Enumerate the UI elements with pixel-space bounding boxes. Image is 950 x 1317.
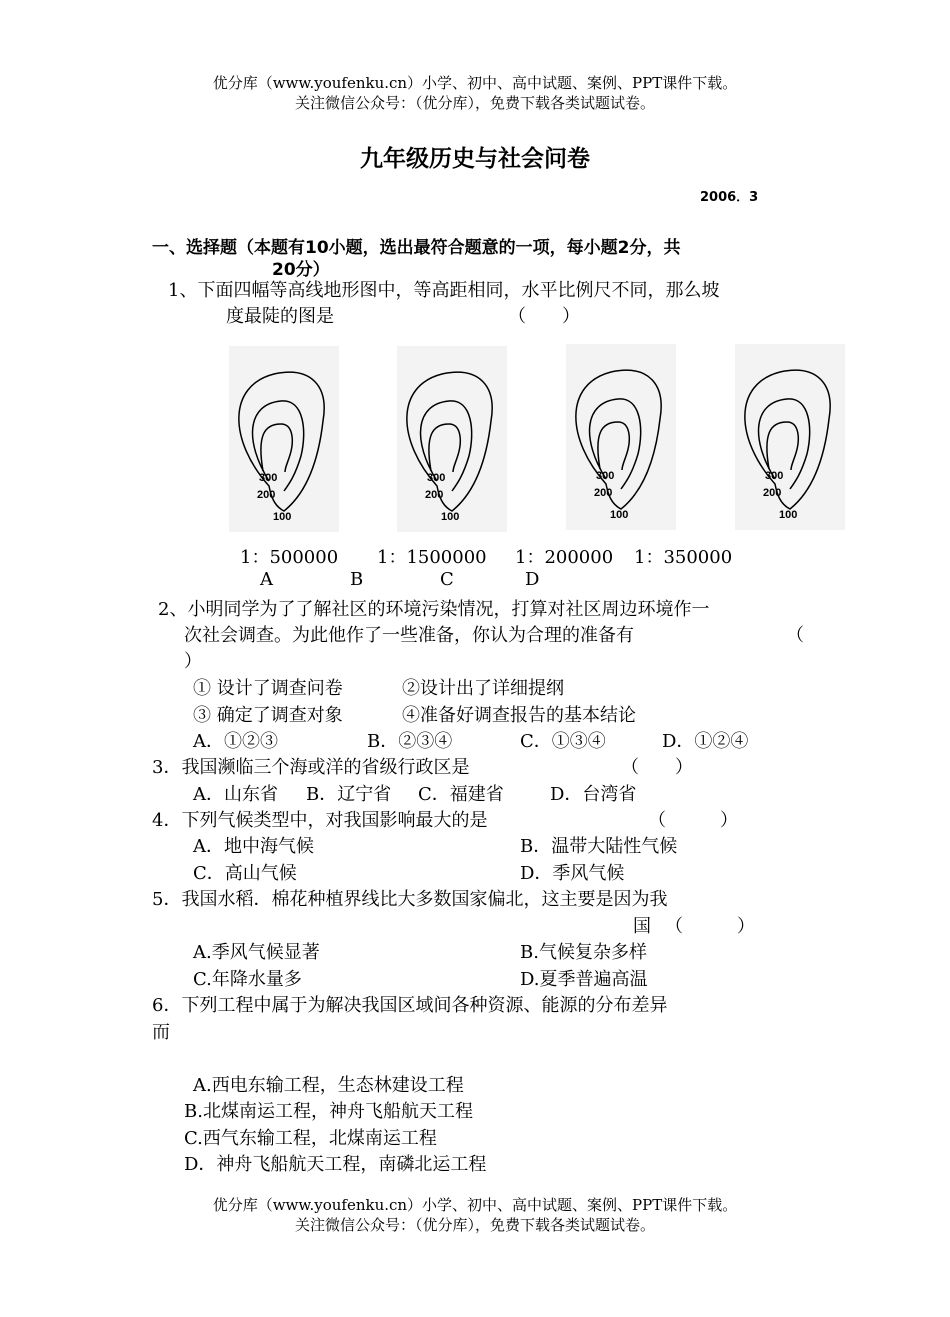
q5-option-c: C.年降水量多	[193, 969, 302, 990]
footer-line-2: 关注微信公众号：（优分库），免费下载各类试题试卷。	[294, 1216, 655, 1234]
q6-stem: 6．下列工程中属于为解决我国区域间各种资源、能源的分布差异	[152, 995, 668, 1016]
contour-label-100: 100	[441, 511, 460, 523]
q5-option-d: D.夏季普遍高温	[520, 969, 648, 990]
contour-map-d	[735, 344, 845, 530]
page-title: 九年级历史与社会问卷	[360, 146, 590, 172]
q5-answer-paren: （ ）	[665, 916, 755, 937]
q1-stem-line-1: 1、下面四幅等高线地形图中，等高距相同，水平比例尺不同，那么坡	[168, 280, 720, 301]
contour-label-300: 300	[596, 470, 615, 482]
contour-map-b	[397, 346, 507, 532]
contour-label-100: 100	[610, 509, 629, 521]
q6-stem-continued: 而	[152, 1022, 170, 1043]
q2-option-c: C．①③④	[520, 731, 606, 752]
option-letter-a: A	[260, 569, 273, 590]
q4-option-b: B．温带大陆性气候	[520, 836, 678, 857]
contour-map-c	[566, 344, 676, 530]
q4-option-d: D．季风气候	[520, 863, 625, 884]
q2-paren-open: （	[786, 625, 804, 646]
section-heading-line-1: 一、选择题（本题有10小题，选出最符合题意的一项，每小题2分，共	[152, 238, 681, 258]
option-letter-b: B	[350, 569, 364, 590]
q6-option-d: D．神舟飞船航天工程，南磷北运工程	[184, 1154, 487, 1175]
q2-option-a: A．①②③	[193, 731, 278, 752]
q5-stem-continued: 国	[633, 916, 651, 937]
header-line-2: 关注微信公众号：（优分库），免费下载各类试题试卷。	[294, 94, 655, 112]
q3-option-c: C．福建省	[418, 784, 504, 805]
contour-label-300: 300	[765, 470, 784, 482]
contour-label-200: 200	[594, 487, 613, 499]
q4-option-c: C．高山气候	[193, 863, 297, 884]
footer-line-1: 优分库（www.youfenku.cn）小学、初中、高中试题、案例、PPT课件下载。	[212, 1196, 738, 1214]
contour-label-300: 300	[259, 472, 278, 484]
contour-label-200: 200	[257, 489, 276, 501]
q3-option-d: D．台湾省	[550, 784, 637, 805]
q3-stem: 3．我国濒临三个海或洋的省级行政区是	[152, 757, 470, 778]
q4-stem: 4．下列气候类型中，对我国影响最大的是	[152, 810, 488, 831]
q2-item-1: ① 设计了调查问卷	[193, 678, 343, 699]
scale-b: 1：1500000	[377, 547, 487, 568]
scale-a: 1：500000	[240, 547, 339, 568]
contour-label-200: 200	[763, 487, 782, 499]
q6-option-b: B.北煤南运工程，神舟飞船航天工程	[184, 1101, 473, 1122]
header-line-1: 优分库（www.youfenku.cn）小学、初中、高中试题、案例、PPT课件下载。	[212, 74, 738, 92]
contour-label-300: 300	[427, 472, 446, 484]
q5-stem: 5．我国水稻．棉花种植界线比大多数国家偏北，这主要是因为我	[152, 889, 668, 910]
contour-map-a	[229, 346, 339, 532]
q2-paren-close: ）	[184, 651, 202, 672]
contour-label-100: 100	[273, 511, 292, 523]
q3-answer-paren: （ ）	[621, 757, 693, 778]
q2-stem-line-1: 2、小明同学为了了解社区的环境污染情况，打算对社区周边环境作一	[158, 599, 710, 620]
section-heading-line-2: 20分）	[272, 260, 330, 280]
exam-date: 2006．3	[700, 190, 759, 205]
q5-option-a: A.季风气候显著	[193, 942, 320, 963]
q3-option-a: A．山东省	[193, 784, 278, 805]
q1-answer-paren: （ ）	[508, 306, 580, 327]
q6-option-a: A.西电东输工程，生态林建设工程	[193, 1075, 464, 1096]
q3-option-b: B．辽宁省	[306, 784, 392, 805]
q2-option-b: B．②③④	[367, 731, 453, 752]
scale-c: 1：200000	[515, 547, 614, 568]
q6-option-c: C.西气东输工程，北煤南运工程	[184, 1128, 437, 1149]
scale-d: 1：350000	[634, 547, 733, 568]
q1-stem-line-2: 度最陡的图是	[226, 306, 334, 327]
q2-option-d: D．①②④	[662, 731, 749, 752]
q4-option-a: A．地中海气候	[193, 836, 314, 857]
q2-stem-line-2: 次社会调查。为此他作了一些准备，你认为合理的准备有	[184, 625, 634, 646]
q4-answer-paren: （ ）	[648, 810, 738, 831]
option-letter-d: D	[525, 569, 540, 590]
q2-item-3: ③ 确定了调查对象	[193, 705, 343, 726]
q2-item-2: ②设计出了详细提纲	[402, 678, 564, 699]
q2-item-4: ④准备好调查报告的基本结论	[402, 705, 636, 726]
contour-label-200: 200	[425, 489, 444, 501]
option-letter-c: C	[440, 569, 454, 590]
contour-label-100: 100	[779, 509, 798, 521]
q5-option-b: B.气候复杂多样	[520, 942, 647, 963]
